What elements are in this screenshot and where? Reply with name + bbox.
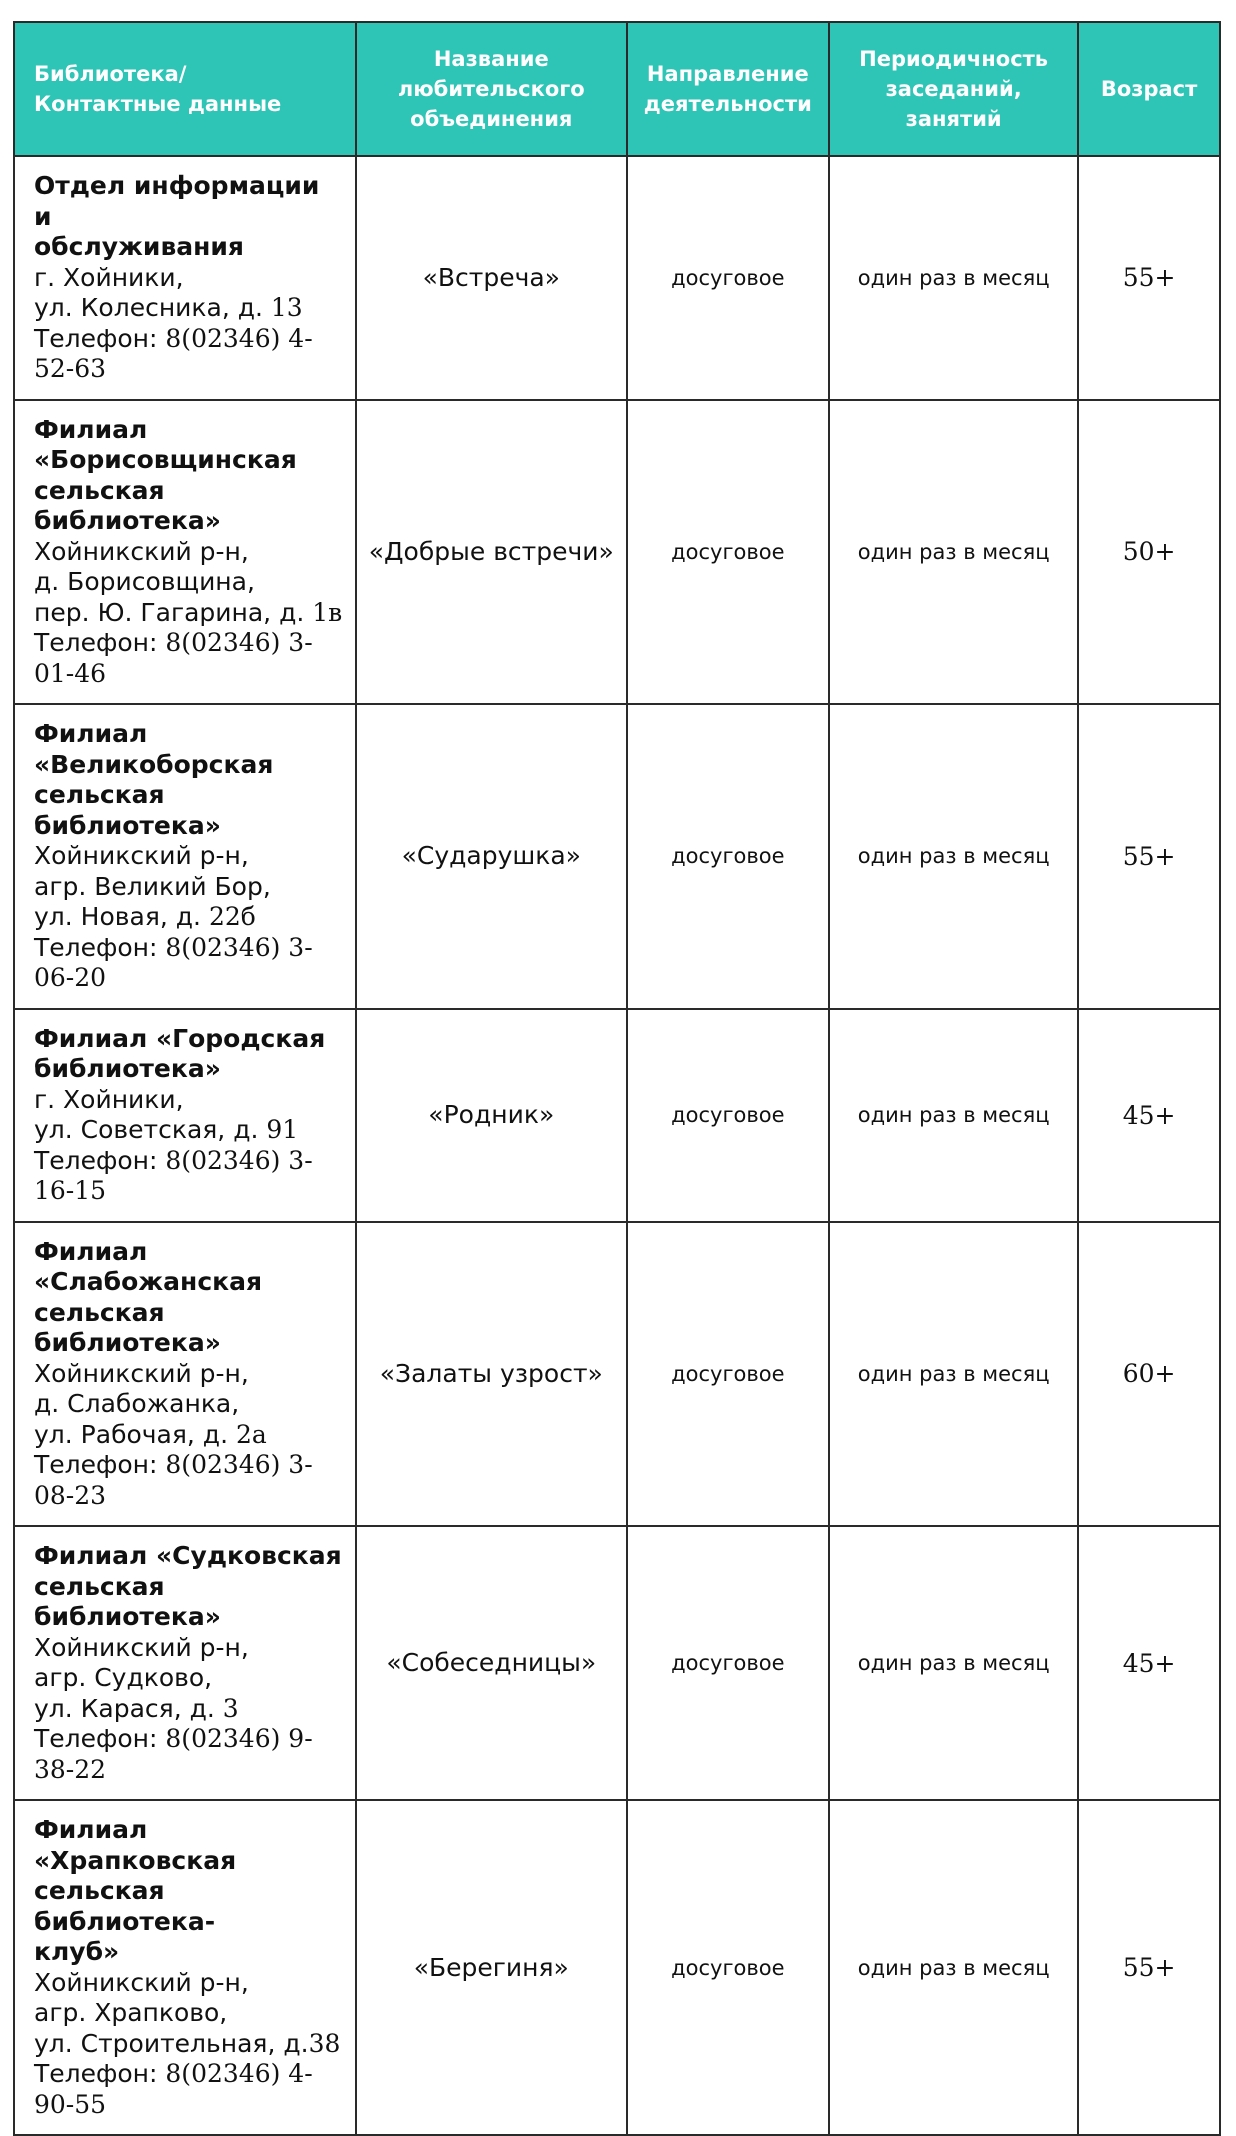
- header-age: Возраст: [1078, 22, 1220, 156]
- library-name-line: обслуживания: [34, 232, 244, 261]
- phone-label: Телефон:: [34, 323, 166, 353]
- frequency-cell: один раз в месяц: [829, 1526, 1078, 1800]
- library-contact-cell: [14, 1009, 356, 1222]
- address-text: Хойникский р-н,: [34, 841, 249, 870]
- club-name-cell: «Берегиня»: [356, 1800, 627, 2135]
- library-name-line: клуб»: [34, 1937, 120, 1966]
- header-library: [14, 22, 356, 156]
- club-name-cell: «Собеседницы»: [356, 1526, 627, 1800]
- address-text: ул. Советская, д.: [34, 1115, 267, 1144]
- address-text: ул. Рабочая, д.: [34, 1419, 236, 1449]
- library-name-line: «Слабожанская: [34, 1267, 263, 1296]
- header-club-line: объединения: [410, 107, 573, 131]
- direction-cell: досуговое: [627, 1526, 830, 1800]
- address-line: [34, 1633, 343, 1664]
- address-text: Хойникский р-н,: [34, 1967, 249, 1997]
- club-name-cell: «Залаты узрост»: [356, 1222, 627, 1527]
- phone-label: Телефон:: [34, 1450, 166, 1479]
- address-text: г. Хойники,: [34, 1084, 184, 1114]
- phone-number: 8(02346) 9-38-22: [34, 1724, 313, 1784]
- frequency-cell: один раз в месяц: [829, 1009, 1078, 1222]
- address-line: [34, 567, 343, 598]
- library-name-line: сельская библиотека»: [34, 1571, 221, 1631]
- header-library-line: Контактные данные: [34, 92, 282, 116]
- address-number: 13: [270, 293, 303, 322]
- address-line: [34, 1389, 343, 1420]
- library-name-line: сельская библиотека»: [34, 1297, 221, 1357]
- header-frequency: [829, 22, 1078, 156]
- address-text: ул. Колесника, д.: [34, 293, 271, 322]
- table-header: [14, 22, 1220, 156]
- library-name-line: Филиал «Судковская: [34, 1541, 342, 1570]
- address-number: 91: [266, 1115, 299, 1144]
- age-cell: 55+: [1078, 156, 1220, 400]
- age-cell: 55+: [1078, 704, 1220, 1009]
- header-club-line: Название: [433, 47, 549, 71]
- table-row: [14, 1009, 1220, 1222]
- address-line: [34, 1694, 343, 1725]
- address-line: [34, 598, 343, 629]
- address-line: [34, 1359, 343, 1390]
- phone-number: 8(02346) 3-01-46: [34, 628, 313, 688]
- address-text: агр. Храпково,: [34, 1998, 228, 2027]
- age-cell: 45+: [1078, 1009, 1220, 1222]
- table-body: [14, 156, 1220, 2135]
- address-number: 1в: [312, 597, 343, 627]
- address-line: [34, 902, 343, 933]
- header-frequency-line: занятий: [905, 107, 1002, 131]
- library-name-line: Отдел информации и: [34, 171, 320, 231]
- phone-line: [34, 933, 343, 994]
- table-row: [14, 400, 1220, 705]
- address-number: 38: [308, 2028, 341, 2058]
- address-line: [34, 1998, 343, 2029]
- library-name-line: Филиал «Храпковская: [34, 1815, 237, 1875]
- phone-number: 8(02346) 3-16-15: [34, 1145, 313, 1205]
- library-contact-cell: [14, 400, 356, 705]
- address-text: ул. Строительная, д.: [34, 2028, 309, 2058]
- address-text: ул. Новая, д.: [34, 902, 209, 931]
- age-cell: 50+: [1078, 400, 1220, 705]
- header-library-line: Библиотека/: [34, 62, 187, 86]
- address-text: Хойникский р-н,: [34, 1632, 249, 1662]
- address-line: [34, 537, 343, 568]
- phone-label: Телефон:: [34, 1145, 166, 1175]
- phone-number: 8(02346) 4-90-55: [34, 2059, 313, 2119]
- direction-cell: досуговое: [627, 156, 830, 400]
- direction-cell: досуговое: [627, 1800, 830, 2135]
- table-row: [14, 1526, 1220, 1800]
- phone-line: [34, 628, 343, 689]
- library-name-line: Филиал: [34, 414, 148, 444]
- address-line: [34, 1115, 343, 1146]
- phone-line: [34, 324, 343, 385]
- table-row: [14, 1222, 1220, 1527]
- library-name-line: «Борисовщинская: [34, 445, 297, 474]
- header-club: [356, 22, 627, 156]
- address-line: [34, 1420, 343, 1451]
- header-direction-line: Направление: [646, 62, 809, 86]
- address-text: ул. Карася, д.: [34, 1693, 223, 1723]
- phone-number: 8(02346) 4-52-63: [34, 323, 313, 383]
- library-contact-cell: [14, 1800, 356, 2135]
- address-line: [34, 1085, 343, 1116]
- frequency-cell: один раз в месяц: [829, 1222, 1078, 1527]
- phone-label: Телефон:: [34, 2059, 166, 2088]
- address-text: Хойникский р-н,: [34, 536, 249, 566]
- address-text: д. Борисовщина,: [34, 567, 255, 596]
- address-line: [34, 841, 343, 872]
- library-contact-cell: [14, 156, 356, 400]
- address-text: г. Хойники,: [34, 262, 184, 292]
- phone-line: [34, 1146, 343, 1207]
- library-name-line: Филиал: [34, 719, 148, 748]
- phone-line: [34, 2059, 343, 2120]
- frequency-cell: один раз в месяц: [829, 1800, 1078, 2135]
- direction-cell: досуговое: [627, 1222, 830, 1527]
- address-line: [34, 293, 343, 324]
- library-name-line: Филиал: [34, 1236, 148, 1266]
- address-number: 22б: [208, 902, 256, 931]
- address-line: [34, 2029, 343, 2060]
- table-row: [14, 1800, 1220, 2135]
- header-row: [14, 22, 1220, 156]
- address-line: [34, 1968, 343, 1999]
- club-name-cell: «Встреча»: [356, 156, 627, 400]
- phone-label: Телефон:: [34, 932, 166, 962]
- table-row: [14, 156, 1220, 400]
- library-contact-cell: [14, 704, 356, 1009]
- library-name-line: Филиал «Городская: [34, 1023, 326, 1053]
- header-frequency-line: Периодичность: [859, 47, 1049, 71]
- table-row: [14, 704, 1220, 1009]
- library-name-line: сельская библиотека-: [34, 1876, 216, 1936]
- library-name-line: «Великоборская: [34, 749, 274, 779]
- address-text: д. Слабожанка,: [34, 1389, 240, 1418]
- address-number: 3: [222, 1693, 239, 1723]
- header-direction: [627, 22, 830, 156]
- age-cell: 45+: [1078, 1526, 1220, 1800]
- phone-line: [34, 1724, 343, 1785]
- phone-line: [34, 1450, 343, 1511]
- club-name-cell: «Добрые встречи»: [356, 400, 627, 705]
- address-text: агр. Судково,: [34, 1663, 213, 1692]
- address-line: [34, 263, 343, 294]
- address-text: Хойникский р-н,: [34, 1358, 249, 1388]
- header-frequency-line: заседаний,: [885, 77, 1022, 101]
- header-club-line: любительского: [397, 77, 585, 101]
- library-contact-cell: [14, 1222, 356, 1527]
- address-text: агр. Великий Бор,: [34, 871, 271, 901]
- header-direction-line: деятельности: [643, 92, 812, 116]
- direction-cell: досуговое: [627, 704, 830, 1009]
- age-cell: 60+: [1078, 1222, 1220, 1527]
- library-clubs-table: [13, 21, 1221, 2136]
- direction-cell: досуговое: [627, 400, 830, 705]
- address-text: пер. Ю. Гагарина, д.: [34, 597, 313, 627]
- address-line: [34, 872, 343, 903]
- phone-label: Телефон:: [34, 628, 166, 657]
- library-name-line: сельская библиотека»: [34, 475, 221, 535]
- phone-number: 8(02346) 3-06-20: [34, 932, 313, 992]
- direction-cell: досуговое: [627, 1009, 830, 1222]
- club-name-cell: «Сударушка»: [356, 704, 627, 1009]
- phone-number: 8(02346) 3-08-23: [34, 1450, 313, 1510]
- club-name-cell: «Родник»: [356, 1009, 627, 1222]
- library-contact-cell: [14, 1526, 356, 1800]
- library-name-line: библиотека»: [34, 1054, 221, 1083]
- frequency-cell: один раз в месяц: [829, 156, 1078, 400]
- address-number: 2а: [235, 1419, 267, 1449]
- age-cell: 55+: [1078, 1800, 1220, 2135]
- library-name-line: сельская библиотека»: [34, 780, 221, 840]
- address-line: [34, 1663, 343, 1694]
- frequency-cell: один раз в месяц: [829, 400, 1078, 705]
- phone-label: Телефон:: [34, 1724, 166, 1753]
- frequency-cell: один раз в месяц: [829, 704, 1078, 1009]
